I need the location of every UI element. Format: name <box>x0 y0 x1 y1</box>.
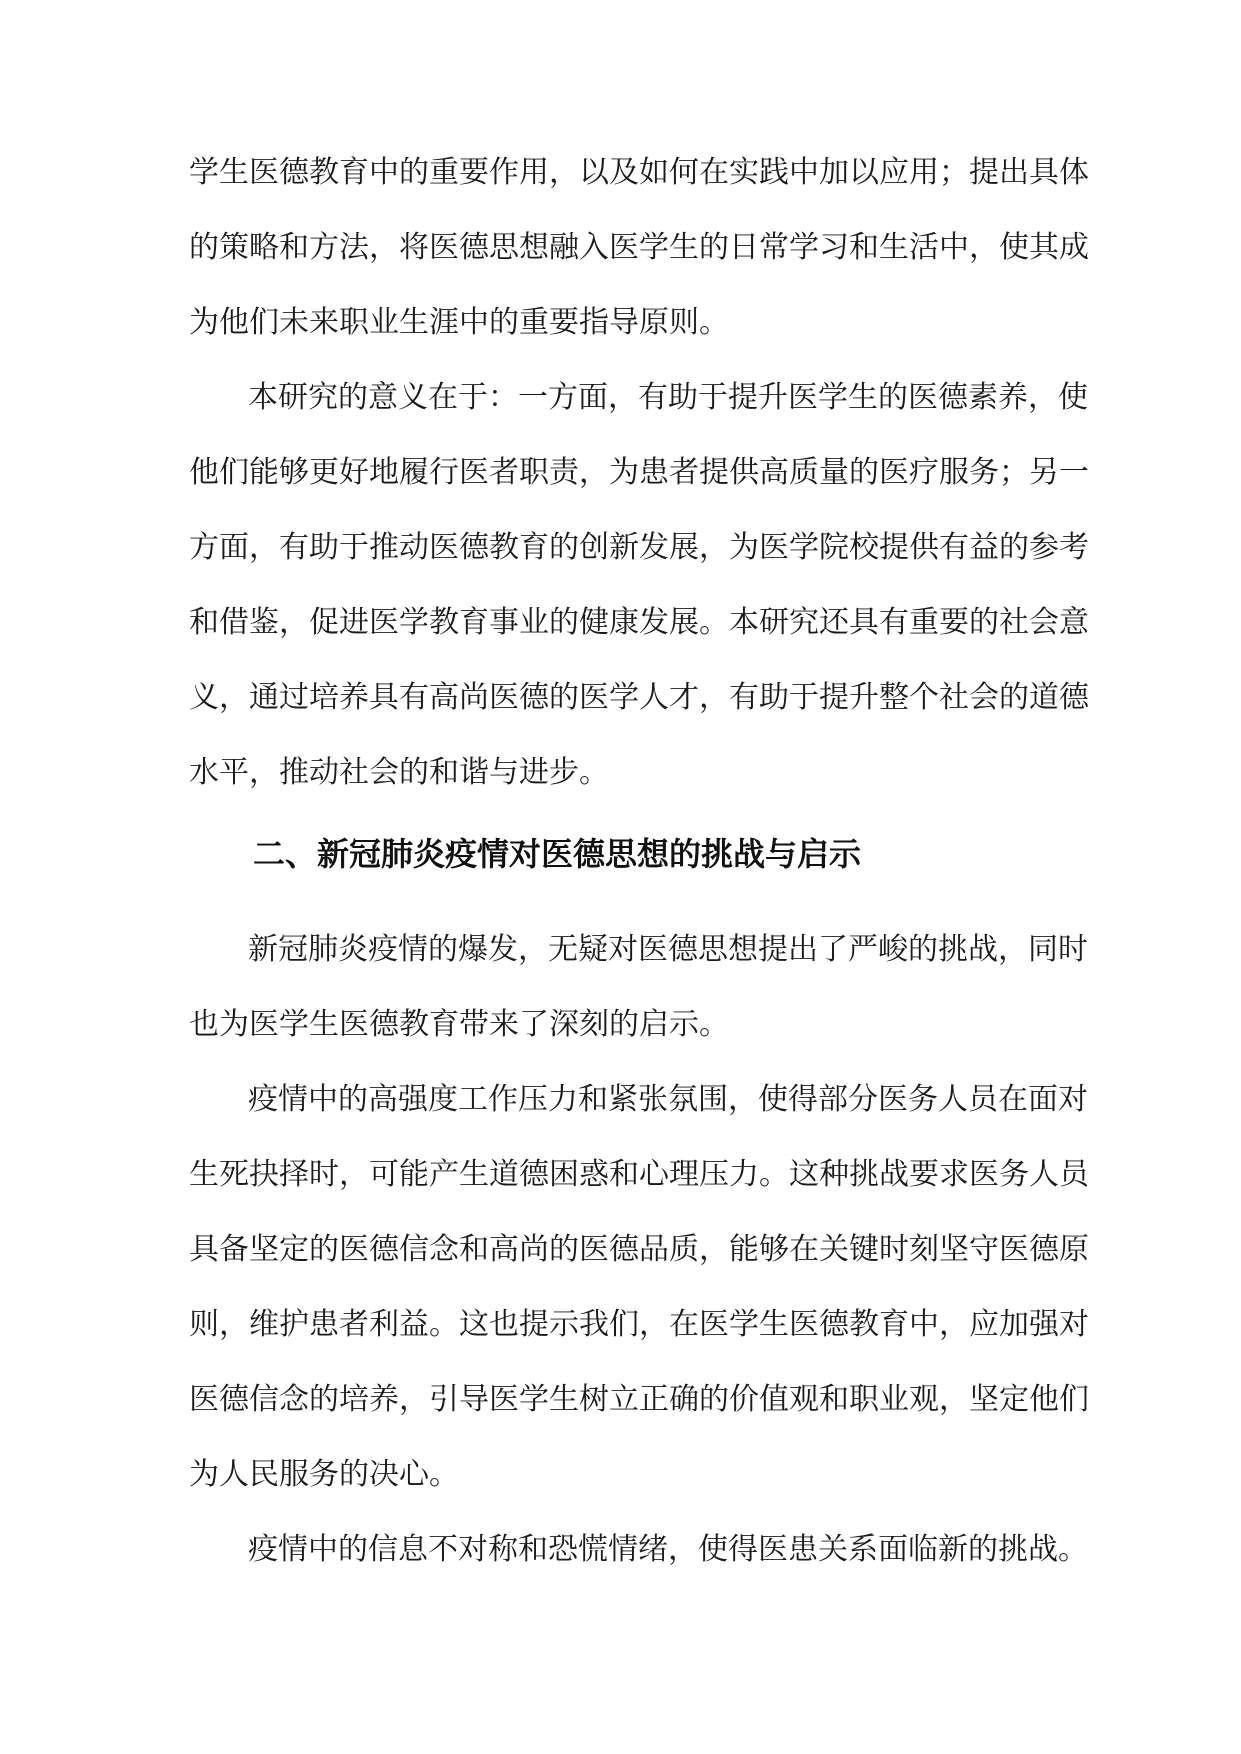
paragraph-2-line-1: 本研究的意义在于：一方面，有助于提升医学生的医德素养，使 <box>248 380 1088 415</box>
paragraph-1-line-1: 学生医德教育中的重要作用，以及如何在实践中加以应用；提出具体 <box>189 155 1089 190</box>
paragraph-4-line-2: 生死抉择时，可能产生道德困惑和心理压力。这种挑战要求医务人员 <box>189 1157 1089 1192</box>
paragraph-3-line-1: 新冠肺炎疫情的爆发，无疑对医德思想提出了严峻的挑战，同时 <box>248 932 1088 967</box>
paragraph-4-line-3: 具备坚定的医德信念和高尚的医德品质，能够在关键时刻坚守医德原 <box>189 1232 1089 1267</box>
paragraph-4-line-5: 医德信念的培养，引导医学生树立正确的价值观和职业观，坚定他们 <box>189 1382 1089 1417</box>
paragraph-2-line-2: 他们能够更好地履行医者职责，为患者提供高质量的医疗服务；另一 <box>189 455 1089 490</box>
paragraph-2-line-4: 和借鉴，促进医学教育事业的健康发展。本研究还具有重要的社会意 <box>189 605 1089 640</box>
paragraph-3-line-2: 也为医学生医德教育带来了深刻的启示。 <box>189 1007 729 1042</box>
paragraph-5-line-1: 疫情中的信息不对称和恐慌情绪，使得医患关系面临新的挑战。 <box>248 1532 1088 1567</box>
paragraph-1-line-3: 为他们未来职业生涯中的重要指导原则。 <box>189 305 729 340</box>
paragraph-2-line-5: 义，通过培养具有高尚医德的医学人才，有助于提升整个社会的道德 <box>189 680 1089 715</box>
paragraph-4-line-1: 疫情中的高强度工作压力和紧张氛围，使得部分医务人员在面对 <box>248 1082 1088 1117</box>
section-heading: 二、新冠肺炎疫情对医德思想的挑战与启示 <box>253 835 862 873</box>
paragraph-2-line-3: 方面，有助于推动医德教育的创新发展，为医学院校提供有益的参考 <box>189 530 1089 565</box>
paragraph-4-line-6: 为人民服务的决心。 <box>189 1457 459 1492</box>
paragraph-2-line-6: 水平，推动社会的和谐与进步。 <box>189 755 609 790</box>
paragraph-4-line-4: 则，维护患者利益。这也提示我们，在医学生医德教育中，应加强对 <box>189 1307 1089 1342</box>
paragraph-1-line-2: 的策略和方法，将医德思想融入医学生的日常学习和生活中，使其成 <box>189 230 1089 265</box>
